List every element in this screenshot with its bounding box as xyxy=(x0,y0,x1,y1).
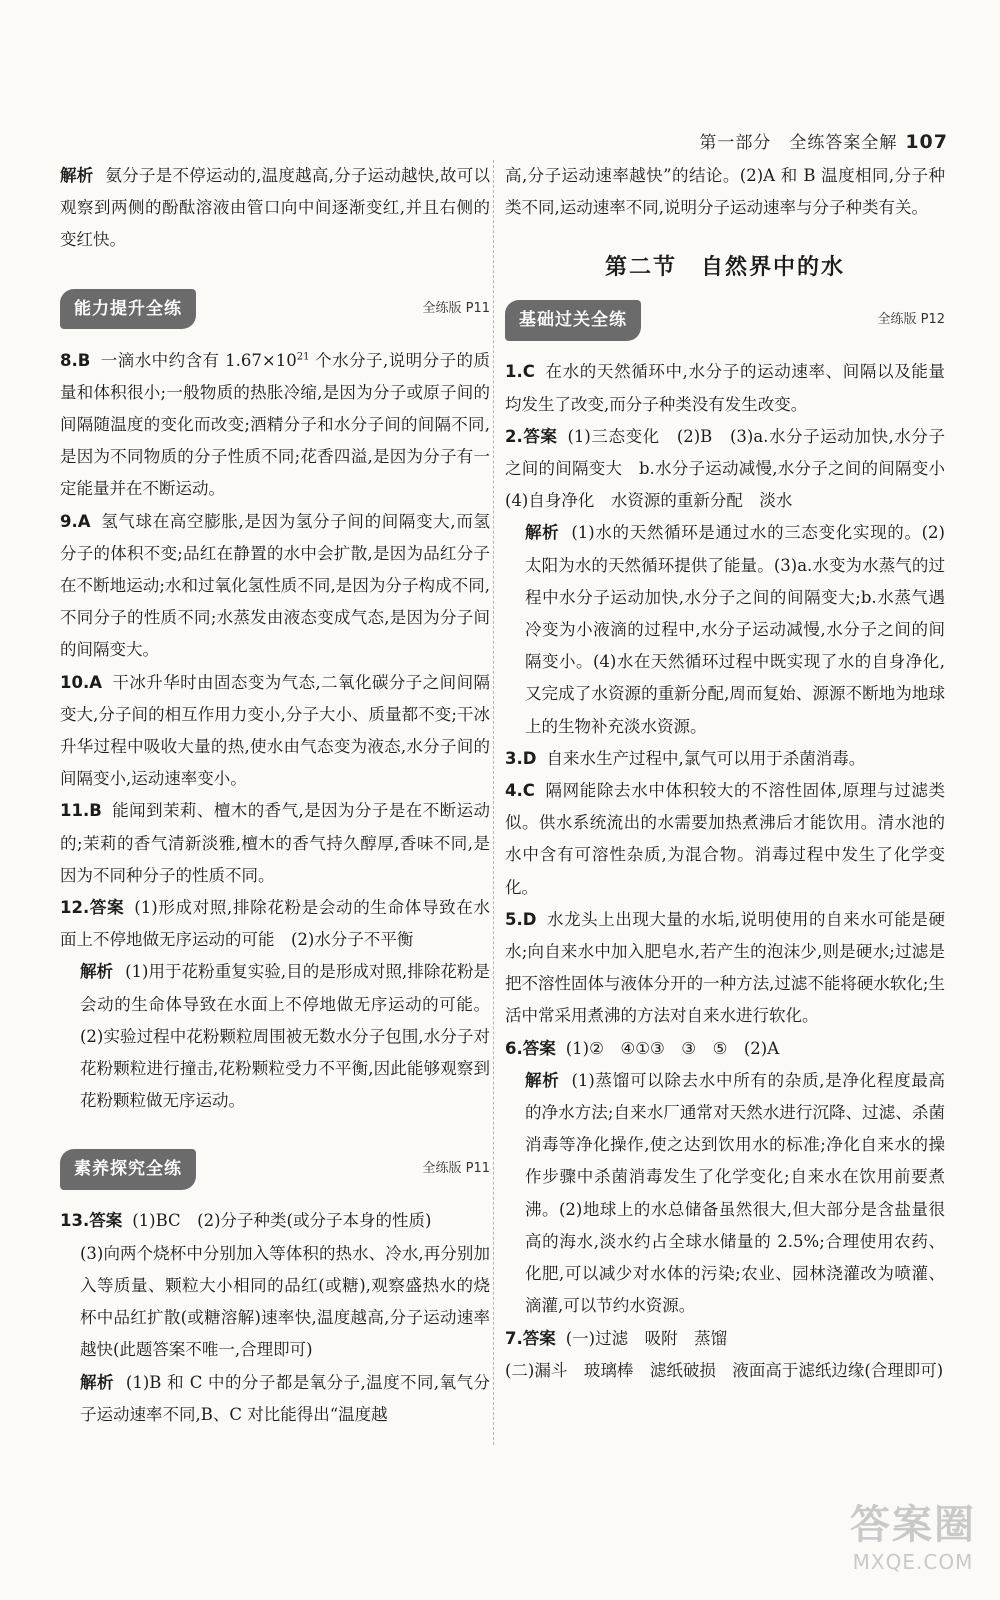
answer-text: (一)过滤 吸附 蒸馏 xyxy=(565,1328,728,1348)
answer-text: (1)② ④①③ ③ ⑤ (2)A xyxy=(565,1038,780,1058)
left-column xyxy=(60,160,490,1431)
question-13-explanation xyxy=(60,1367,490,1431)
question-9 xyxy=(60,506,490,667)
exponent: 21 xyxy=(296,351,310,363)
watermark xyxy=(850,1493,976,1574)
explain-text: (1)蒸馏可以除去水中所有的杂质,是净化程度最高的净水方法;自来水厂通常对天然水进行沉降、过滤、杀菌消毒等净化操作,使之达到饮用水的标准;净化自来水的操作步骤中杀菌消毒发生了化学变化;自来水在饮用前要煮沸。(2)地球上的水总储备虽然很大,但大部分是含盐量很高的海水,淡水约占全球水储量的 2.5%;合理使用农药、化肥,可以减少对水体的污染;农业、园林浇灌改为喷灌、滴灌,可以节约水资源。 xyxy=(525,1070,946,1316)
answer-text: (1)BC (2)分子种类(或分子本身的性质) xyxy=(132,1211,432,1231)
question-11 xyxy=(60,795,490,892)
explain-text: (1)用于花粉重复实验,目的是形成对照,排除花粉是会动的生命体导致在水面上不停地做无序运动的可能。(2)实验过程中花粉颗粒周围被无数水分子包围,水分子对花粉颗粒进行撞击,花粉颗粒受力不平衡,因此能够观察到花粉颗粒做无序运动。 xyxy=(80,962,490,1111)
question-2-explanation xyxy=(505,517,945,742)
explain-tag: 解析 xyxy=(80,962,114,982)
question-number: 13.答案 xyxy=(60,1211,123,1231)
question-text: 氢气球在高空膨胀,是因为氢分子间的间隔变大,而氢分子的体积不变;品红在静置的水中会扩散,是因为品红分子在不断地运动;水和过氧化氢性质不同,是因为分子构成不同,不同分子的性质不同;水蒸发由液态变成气态,是因为分子间的间隔变大。 xyxy=(60,511,490,660)
question-text: 一滴水中约含有 1.67×10 xyxy=(100,350,297,370)
question-10 xyxy=(60,667,490,796)
question-12 xyxy=(60,892,490,956)
explain-tag: 解析 xyxy=(60,166,94,185)
explain-tag: 解析 xyxy=(525,1070,560,1090)
question-number: 12.答案 xyxy=(60,898,125,918)
question-number: 4.C xyxy=(505,781,535,801)
question-3 xyxy=(505,743,945,775)
question-text: 自来水生产过程中,氯气可以用于杀菌消毒。 xyxy=(546,748,866,768)
question-13-answer-part3: (3)向两个烧杯中分别加入等体积的热水、冷水,再分别加入等质量、颗粒大小相同的品红(或糖),观察盛热水的烧杯中品红扩散(或糖溶解)速率快,温度越高,分子运动速率越快(此题答案不唯一,合理即可) xyxy=(80,1243,490,1360)
continued-explanation: 高,分子运动速率越快”的结论。(2)A 和 B 温度相同,分子种类不同,运动速率不同,说明分子运动速率与分子种类有关。 xyxy=(505,166,945,218)
watermark-logo: 答案圈 xyxy=(850,1502,976,1548)
question-number: 11.B xyxy=(60,801,102,821)
section-label: 基础过关全练 xyxy=(505,300,641,340)
question-2 xyxy=(505,421,962,518)
section-label: 素养探究全练 xyxy=(60,1149,196,1189)
answer-text: (1)形成对照,排除花粉是会动的生命体导致在水面上不停地做无序运动的可能 (2)水分子不平衡 xyxy=(60,898,490,950)
section-header-basic xyxy=(505,298,945,342)
header-title: 第一部分 全练答案全解 xyxy=(699,133,898,153)
column-divider xyxy=(493,160,494,1445)
explain-tag: 解析 xyxy=(525,523,560,543)
question-7 xyxy=(505,1323,945,1355)
question-8 xyxy=(60,345,490,506)
section-title: 第二节 自然界中的水 xyxy=(604,255,845,281)
question-5 xyxy=(505,904,945,1033)
question-text: 干冰升华时由固态变为气态,二氧化碳分子之间间隔变大,分子间的相互作用力变小,分子大小、质量都不变;干冰升华过程中吸收大量的热,使水由气态变为液态,水分子间的间隔变小,运动速率变小。 xyxy=(60,672,490,789)
page-header xyxy=(699,128,948,153)
watermark-url: MXQE.COM xyxy=(852,1550,974,1574)
question-number: 3.D xyxy=(505,748,537,768)
right-column xyxy=(505,160,962,1387)
question-6-explanation xyxy=(505,1065,945,1323)
page-number: 107 xyxy=(905,131,948,153)
question-number: 9.A xyxy=(60,511,91,531)
answer-text: (1)三态变化 (2)B (3)a.水分子运动加快,水分子之间的间隔变大 b.水分子运动减慢,水分子之间的间隔变小 (4)自身净化 水资源的重新分配 淡水 xyxy=(505,426,962,511)
question-text: 隔网能除去水中体积较大的不溶性固体,原理与过滤类似。供水系统流出的水需要加热煮沸后才能饮用。清水池的水中含有可溶性杂质,为混合物。消毒过程中发生了化学变化。 xyxy=(505,781,945,897)
question-text: 水龙头上出现大量的水垢,说明使用的自来水可能是硬水;向自来水中加入肥皂水,若产生的泡沫少,则是硬水;过滤是把不溶性固体与液体分开的一种方法,过滤不能将硬水软化;生活中常采用煮沸的方法对自来水进行软化。 xyxy=(505,909,945,1026)
question-6 xyxy=(505,1033,945,1065)
question-12-explanation xyxy=(60,956,490,1117)
question-text: 能闻到茉莉、檀木的香气,是因为分子是在不断运动的;茉莉的香气清新淡雅,檀木的香气持久醇厚,香味不同,是因为不同种分子的性质不同。 xyxy=(60,801,490,885)
question-7-answer-part2: (二)漏斗 玻璃棒 滤纸破损 液面高于滤纸边缘(合理即可) xyxy=(505,1360,944,1380)
explain-tag: 解析 xyxy=(80,1372,114,1392)
question-text: 在水的天然循环中,水分子的运动速率、间隔以及能量均发生了改变,而分子种类没有发生改变。 xyxy=(505,362,945,414)
question-13 xyxy=(60,1205,490,1237)
section-ref: 全练版 P12 xyxy=(877,312,945,328)
section-header-ability xyxy=(60,287,490,331)
section-label: 能力提升全练 xyxy=(60,289,196,329)
section-header-inquiry xyxy=(60,1147,490,1191)
question-1 xyxy=(505,356,945,420)
explain-text: (1)水的天然循环是通过水的三态变化实现的。(2)太阳为水的天然循环提供了能量。(3)a.水变为水蒸气的过程中水分子运动加快,水分子之间的间隔变大;b.水蒸气遇冷变为小液滴的过程中,水分子运动减慢,水分子之间的间隔变小。(4)水在天然循环过程中既实现了水的自身净化,又完成了水资源的重新分配,周而复始、源源不断地为地球上的生物补充淡水资源。 xyxy=(525,523,945,736)
explain-text: (1)B 和 C 中的分子都是氧分子,温度不同,氧气分子运动速率不同,B、C 对比能得出“温度越 xyxy=(80,1372,490,1424)
question-number: 10.A xyxy=(60,672,102,692)
question-number: 8.B xyxy=(60,350,91,370)
question-number: 5.D xyxy=(505,909,537,929)
section-ref: 全练版 P11 xyxy=(422,300,490,316)
question-number: 6.答案 xyxy=(505,1038,556,1058)
explain-text: 氨分子是不停运动的,温度越高,分子运动越快,故可以观察到两侧的酚酞溶液由管口向中间逐渐变红,并且右侧的变红快。 xyxy=(60,166,490,250)
question-number: 7.答案 xyxy=(505,1328,556,1348)
question-4 xyxy=(505,775,945,904)
intro-explanation xyxy=(60,160,490,257)
section-ref: 全练版 P11 xyxy=(422,1161,490,1177)
question-number: 1.C xyxy=(505,362,535,382)
question-text-cont: 个水分子,说明分子的质量和体积很小;一般物质的热胀冷缩,是因为分子或原子间的间隔随温度的变化而改变;酒精分子和水分子间的间隔不同,是因为不同物质的分子性质不同;花香四溢,是因为分子有一定能量并在不断运动。 xyxy=(60,350,490,499)
question-number: 2.答案 xyxy=(505,426,558,446)
